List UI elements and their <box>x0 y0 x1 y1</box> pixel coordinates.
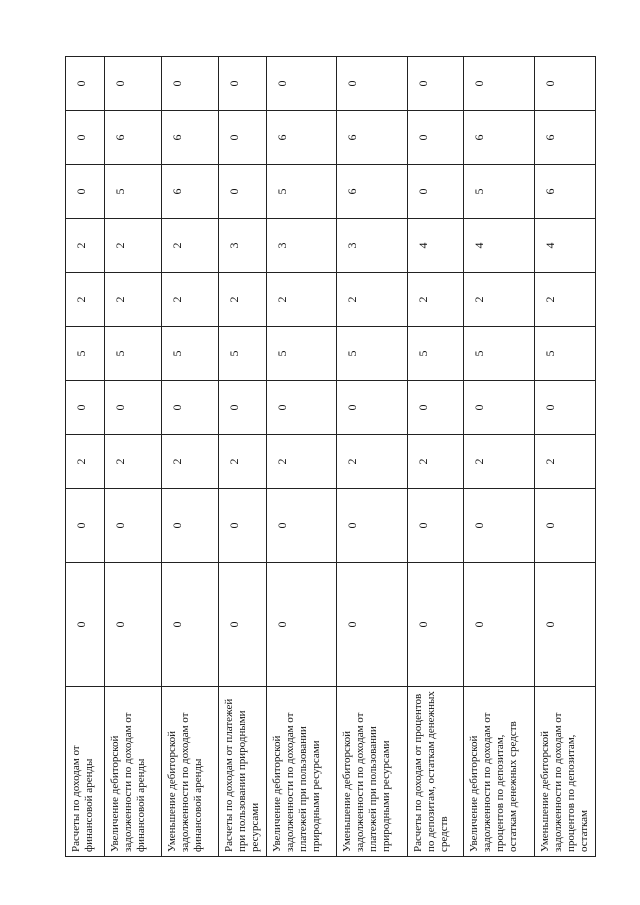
table-row <box>105 57 162 857</box>
table-cell: 4 <box>535 219 596 273</box>
table-cell: 0 <box>464 57 535 111</box>
table-cell: 6 <box>267 111 337 165</box>
table-cell: 0 <box>219 563 267 687</box>
table-cell: 2 <box>408 435 464 489</box>
table-cell: 5 <box>337 327 408 381</box>
table-cell: 6 <box>337 165 408 219</box>
table-cell: 2 <box>105 219 162 273</box>
table-cell: 5 <box>408 327 464 381</box>
table-cell: 0 <box>337 563 408 687</box>
table-cell: 0 <box>219 381 267 435</box>
table-cell: 2 <box>219 273 267 327</box>
table-cell: 0 <box>219 57 267 111</box>
table-cell: 0 <box>162 489 219 563</box>
table-cell: 2 <box>408 273 464 327</box>
table-cell: 2 <box>535 273 596 327</box>
table-cell: 0 <box>337 489 408 563</box>
table-cell: 2 <box>267 435 337 489</box>
row-label: Уменьшение дебиторской задолженности по доходам от финансовой аренды <box>162 687 219 857</box>
table-cell: 0 <box>337 381 408 435</box>
table-row <box>337 57 408 857</box>
table-cell: 0 <box>105 489 162 563</box>
row-label: Расчеты по доходам от процентов по депозитам, остаткам денежных средств <box>408 687 464 857</box>
table-cell: 0 <box>337 57 408 111</box>
table-cell: 6 <box>464 111 535 165</box>
table-row <box>464 57 535 857</box>
table-cell: 0 <box>464 489 535 563</box>
table-cell: 0 <box>267 381 337 435</box>
table-cell: 0 <box>162 381 219 435</box>
row-label: Расчеты по доходам от финансовой аренды <box>66 687 105 857</box>
row-label: Увеличение дебиторской задолженности по доходам от процентов по депозитам, остаткам денежных средств <box>464 687 535 857</box>
table-cell: 0 <box>105 57 162 111</box>
table-cell: 2 <box>337 435 408 489</box>
row-label: Расчеты по доходам от платежей при пользовании природными ресурсами <box>219 687 267 857</box>
table-cell: 5 <box>162 327 219 381</box>
table-cell: 2 <box>464 435 535 489</box>
table-cell: 5 <box>464 327 535 381</box>
table-cell: 5 <box>267 165 337 219</box>
table-cell: 0 <box>219 489 267 563</box>
table-cell: 0 <box>464 563 535 687</box>
table-row <box>408 57 464 857</box>
table-cell: 2 <box>66 435 105 489</box>
table-cell: 0 <box>66 57 105 111</box>
table-cell: 6 <box>162 165 219 219</box>
table-cell: 0 <box>162 563 219 687</box>
table-cell: 0 <box>66 111 105 165</box>
table-cell: 3 <box>219 219 267 273</box>
table-cell: 2 <box>267 273 337 327</box>
table-row <box>219 57 267 857</box>
table-cell: 0 <box>535 57 596 111</box>
table-cell: 3 <box>267 219 337 273</box>
table-cell: 5 <box>105 327 162 381</box>
table-cell: 5 <box>535 327 596 381</box>
table-cell: 6 <box>535 165 596 219</box>
accounts-table <box>65 56 596 857</box>
row-label: Увеличение дебиторской задолженности по доходам от финансовой аренды <box>105 687 162 857</box>
table-cell: 2 <box>162 273 219 327</box>
row-label: Уменьшение дебиторской задолженности по доходам от процентов по депозитам, остаткам <box>535 687 596 857</box>
table-cell: 0 <box>464 381 535 435</box>
table-cell: 5 <box>105 165 162 219</box>
table-cell: 2 <box>535 435 596 489</box>
row-label: Увеличение дебиторской задолженности по доходам от платежей при пользовании природными ресурсами <box>267 687 337 857</box>
table-cell: 0 <box>408 111 464 165</box>
table-cell: 0 <box>408 563 464 687</box>
table-cell: 0 <box>408 165 464 219</box>
table-cell: 2 <box>66 273 105 327</box>
table-row <box>267 57 337 857</box>
table-cell: 5 <box>219 327 267 381</box>
table-cell: 0 <box>408 381 464 435</box>
table-cell: 0 <box>535 489 596 563</box>
table-cell: 4 <box>408 219 464 273</box>
table-cell: 3 <box>337 219 408 273</box>
table-cell: 0 <box>105 381 162 435</box>
table-cell: 6 <box>162 111 219 165</box>
rotated-table-container <box>65 57 590 857</box>
table-cell: 4 <box>464 219 535 273</box>
table-cell: 2 <box>105 435 162 489</box>
table-cell: 0 <box>408 489 464 563</box>
table-cell: 0 <box>219 165 267 219</box>
table-cell: 2 <box>464 273 535 327</box>
table-row <box>535 57 596 857</box>
table-cell: 0 <box>535 381 596 435</box>
table-cell: 0 <box>66 165 105 219</box>
table-cell: 0 <box>267 57 337 111</box>
table-cell: 0 <box>535 563 596 687</box>
table-cell: 0 <box>267 563 337 687</box>
table-row <box>162 57 219 857</box>
table-cell: 2 <box>162 219 219 273</box>
table-cell: 0 <box>162 57 219 111</box>
table-cell: 2 <box>105 273 162 327</box>
table-cell: 6 <box>337 111 408 165</box>
table-cell: 0 <box>105 563 162 687</box>
table-cell: 2 <box>337 273 408 327</box>
table-cell: 0 <box>408 57 464 111</box>
table-cell: 2 <box>66 219 105 273</box>
table-cell: 2 <box>219 435 267 489</box>
table-cell: 0 <box>66 563 105 687</box>
table-cell: 6 <box>535 111 596 165</box>
table-cell: 0 <box>66 489 105 563</box>
table-cell: 0 <box>219 111 267 165</box>
table-cell: 5 <box>66 327 105 381</box>
row-label: Уменьшение дебиторской задолженности по доходам от платежей при пользовании природными ресурсами <box>337 687 408 857</box>
table-cell: 5 <box>464 165 535 219</box>
table-cell: 5 <box>267 327 337 381</box>
table-cell: 2 <box>162 435 219 489</box>
table-cell: 0 <box>267 489 337 563</box>
table-row <box>66 57 105 857</box>
table-cell: 6 <box>105 111 162 165</box>
table-cell: 0 <box>66 381 105 435</box>
